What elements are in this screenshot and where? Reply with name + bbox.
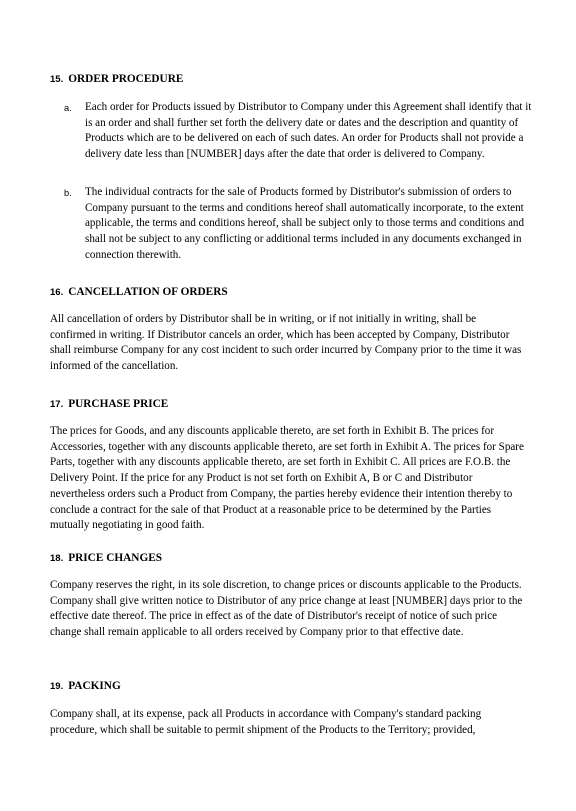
- list-item-text: Each order for Products issued by Distributor to Company under this Agreement shall identify that it is an order and shall further set forth the delivery date or dates and the description and quantity of Products which are to be delivered on each of such dates. An order for Products shall not provide a delivery date less than [NUMBER] days after the date that order is delivered to Company.: [85, 101, 532, 161]
- section-19-body: Company shall, at its expense, pack all Products in accordance with Company's standard packing procedure, which shall be suitable to permit shipment of the Products to the Territory; provided,: [50, 708, 482, 736]
- list-item-b: [64, 185, 534, 264]
- section-16-body: All cancellation of orders by Distributor shall be in writing, or if not initially in writing, shall be confirmed in writing. If Distributor cancels an order, which has been accepted by Company, Distributor shall reimburse Company for any cost incident to such order incurred by Company prior to the time it was informed of the cancellation.: [50, 313, 522, 373]
- section-18-heading: [50, 551, 162, 566]
- section-number: 16.: [50, 287, 64, 298]
- section-title: ORDER PROCEDURE: [68, 73, 184, 85]
- section-17-heading: [50, 397, 168, 412]
- section-title: PRICE CHANGES: [68, 552, 163, 564]
- section-number: 17.: [50, 399, 64, 410]
- list-marker: b.: [64, 188, 72, 198]
- section-17-body: The prices for Goods, and any discounts applicable thereto, are set forth in Exhibit B. The prices for Accessories, together with any discounts applicable thereto, are set forth in Exhibit A. The prices for Spare Parts, together with any discounts applicable thereto, are set forth in Exhibit C. All prices are F.O.B. the Delivery Point. If the price for any Product is not set forth on Exhibit A, B or C and Distributor nevertheless orders such a Product from Company, the parties hereby evidence their intention thereby to conclude a contract for the sale of that Product at a reasonable price to be determined by the Parties mutually negotiating in good faith.: [50, 425, 524, 532]
- section-18-body: Company reserves the right, in its sole discretion, to change prices or discounts applicable to the Products. Company shall give written notice to Distributor of any price change at least [NUMBER] days prior to the effective date thereof. The price in effect as of the date of Distributor's receipt of notice of such price change shall remain applicable to all orders received by Company prior to that effective date.: [50, 579, 523, 639]
- section-title: PURCHASE PRICE: [68, 398, 169, 410]
- section-16-heading: [50, 285, 228, 300]
- section-number: 19.: [50, 681, 64, 692]
- section-title: PACKING: [68, 680, 121, 692]
- section-number: 15.: [50, 74, 64, 85]
- section-title: CANCELLATION OF ORDERS: [68, 286, 228, 298]
- section-19-heading: [50, 679, 121, 694]
- list-item-a: [64, 100, 534, 163]
- section-number: 18.: [50, 553, 64, 564]
- list-marker: a.: [64, 103, 72, 113]
- section-15-heading: [50, 72, 183, 87]
- list-item-text: The individual contracts for the sale of Products formed by Distributor's submission of orders to Company pursuant to the terms and conditions hereof shall automatically incorporate, to the extent applicable, the terms and conditions hereof, shall be subject only to those terms and conditions and shall not be subject to any conflicting or additional terms included in any documents exchanged in connection therewith.: [85, 186, 525, 261]
